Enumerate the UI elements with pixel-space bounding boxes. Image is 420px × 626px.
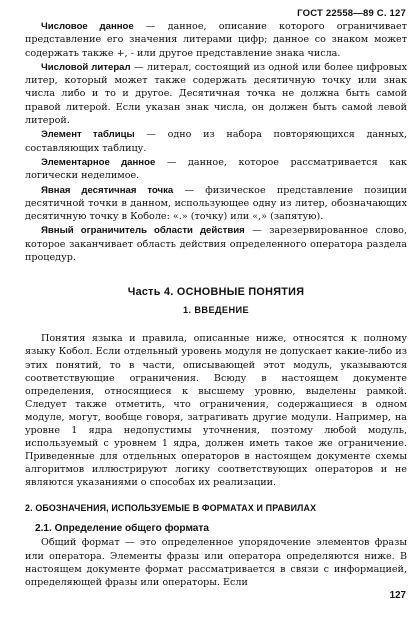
section-title-introduction: 1. ВВЕДЕНИЕ <box>182 305 250 316</box>
definition-term: Элемент таблицы <box>41 129 135 141</box>
definition-text: — зарезервированное слово, которое заканчивает область действия определенного оператора раздела процедур. <box>25 225 407 264</box>
definition-text: — данное, которое рассматривается как логически неделимое. <box>25 156 407 182</box>
definition-text: — данное, описание которого ограничивает представление его значения литерами цифр; данное со знаком может содержать также +, - или другое представление знака числа. <box>25 21 407 59</box>
section-title-notation: 2. ОБОЗНАЧЕНИЯ, ИСПОЛЬЗУЕМЫЕ В ФОРМАТАХ И ПРАВИЛАХ <box>25 503 317 514</box>
page-header: ГОСТ 22558—89 С. 127 <box>297 8 406 19</box>
definition-explicit-decimal-point <box>25 184 407 224</box>
page-number: 127 <box>389 590 406 601</box>
definition-term: Явный ограничитель области действия <box>41 225 245 237</box>
introduction-paragraph: Понятия языка и правила, описанные ниже, относятся к полному языку Кобол. Если отдельный уровень модуля не допускает какие-либо из этих понятий, то в части, описывающей этот модуль, указываются соответствующие ограничения. Всюду в настоящем документе определения, относящиеся к высшему уровню, выделены рамкой. Следует также отметить, что ограничения, содержащиеся в одном модуле, могут, вообще говоря, затрагивать другие модули. Например, на уровне 1 ядра недопустимы уточнения, поэтому любой модуль, используемый с уровнем 1 ядра, должен иметь такое же ограничение. Приведенные для отдельных операторов в настоящем документе схемы алгоритмов иллюстрируют логику соответствующих операторов и не являются указаниями о способах их реализации. <box>25 333 407 489</box>
definition-table-element <box>25 128 407 155</box>
definition-term: Явная десятичная точка <box>41 184 174 196</box>
subsection-title-general-format: 2.1. Определение общего формата <box>35 523 209 535</box>
definition-numeric-data <box>25 20 407 60</box>
definition-numeric-literal <box>25 61 407 127</box>
definition-text: — одно из набора повторяющихся данных, составляющих таблицу. <box>25 129 407 154</box>
general-format-paragraph: Общий формат — это определенное упорядочение элементов фразы или оператора. Элементы фразы или оператора определяются ниже. В настоящем документе формат рассматривается в связи с информацией, определяющей фразы или операторы. Если <box>25 537 407 588</box>
part-title: Часть 4. ОСНОВНЫЕ ПОНЯТИЯ <box>127 286 305 299</box>
definition-term: Числовой литерал <box>41 61 131 73</box>
definition-text: — литерал, состоящий из одной или более цифровых литер, который может также содержать десятичную точку или знак числа либо и то и другое. Десятичная точка не должна быть самой правой литерой. Если указан знак числа, он должен быть самой левой литерой. <box>25 61 407 127</box>
definition-explicit-scope-terminator <box>25 224 407 264</box>
page-content <box>25 20 407 589</box>
definition-term: Числовое данное <box>41 21 134 32</box>
definition-text: — физическое представление позиции десятичной точки в данном, использующее одну из литер, обозначающих десятичную точку в Коболе: «.» (точку) или «,» (запятую). <box>25 184 407 223</box>
definition-elementary-data <box>25 156 407 183</box>
definition-term: Элементарное данное <box>41 156 156 168</box>
